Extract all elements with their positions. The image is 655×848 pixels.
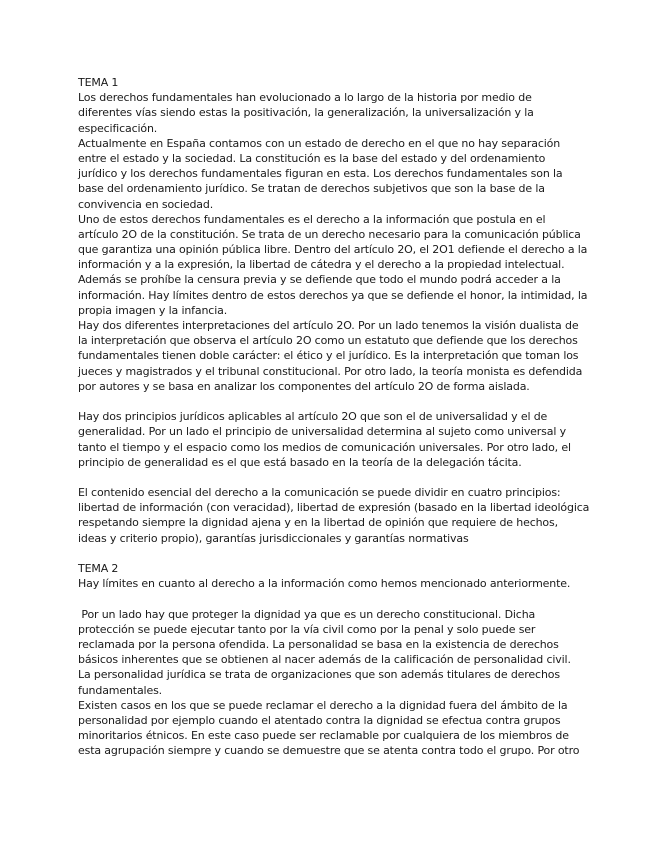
text-line: Por un lado hay que proteger la dignidad ya que es un derecho constitucional. Dicha <box>78 607 536 621</box>
text-line: propia imagen y la infancia. <box>78 303 228 317</box>
text-line: principio de generalidad es el que está basado en la teoría de la delegación tácita. <box>78 455 522 469</box>
text-line: información y a la expresión, la libertad de cátedra y el derecho a la propiedad intelectual. <box>78 258 565 272</box>
blank-line <box>78 394 578 409</box>
text-line: Existen casos en los que se puede reclamar el derecho a la dignidad fuera del ámbito de la <box>78 698 568 712</box>
text-line: respetando siempre la dignidad ajena y en la libertad de opinión que requiere de hechos, <box>78 516 558 530</box>
text-line: esta agrupación siempre y cuando se demuestre que se atenta contra todo el grupo. Por otro <box>78 744 580 758</box>
text-line: jurídico y los derechos fundamentales figuran en esta. Los derechos fundamentales son la <box>78 167 563 181</box>
text-line: tanto el tiempo y el espacio como los medios de comunicación universales. Por otro lado, el <box>78 440 571 454</box>
text-line: convivencia en sociedad. <box>78 197 214 211</box>
text-line: la interpretación que observa el artículo 2O como un estatuto que defiende que los derechos <box>78 334 578 348</box>
text-line: jueces y magistrados y el tribunal constitucional. Por otro lado, la teoría monista es defendida <box>78 364 583 378</box>
text-line: Hay dos diferentes interpretaciones del artículo 2O. Por un lado tenemos la visión dualista de <box>78 319 579 332</box>
document-body-text <box>78 75 590 758</box>
text-line: Además se prohíbe la censura previa y se defiende que todo el mundo podrá acceder a la <box>78 273 561 287</box>
text-line: La personalidad jurídica se trata de organizaciones que son además titulares de derechos <box>78 668 560 682</box>
text-line: básicos inherentes que se obtienen al nacer además de la calificación de personalidad civil. <box>78 653 571 667</box>
text-line: diferentes vías siendo estas la positivación, la generalización, la universalización y la <box>78 106 534 120</box>
blank-line <box>78 591 578 606</box>
text-line: El contenido esencial del derecho a la comunicación se puede dividir en cuatro principios: <box>78 486 561 500</box>
text-line: artículo 2O de la constitución. Se trata de un derecho necesario para la comunicación pública <box>78 227 581 241</box>
text-line: fundamentales. <box>78 683 162 697</box>
text-line: Uno de estos derechos fundamentales es el derecho a la información que postula en el <box>78 212 546 226</box>
text-line: Actualmente en España contamos con un estado de derecho en el que no hay separación <box>78 136 561 150</box>
text-line: libertad de información (con veracidad), libertad de expresión (basado en la libertad ideológica <box>78 501 590 515</box>
text-line: información. Hay límites dentro de estos derechos ya que se defiende el honor, la intimidad, la <box>78 288 588 302</box>
blank-line <box>78 546 578 561</box>
section-heading: TEMA 2 <box>78 562 119 575</box>
text-line: reclamada por la persona ofendida. La personalidad se basa en la existencia de derechos <box>78 637 559 651</box>
text-line: Los derechos fundamentales han evolucionado a lo largo de la historia por medio de <box>78 91 532 105</box>
text-line: personalidad por ejemplo cuando el atentado contra la dignidad se efectua contra grupos <box>78 713 561 727</box>
text-line: especificación. <box>78 121 158 135</box>
text-line: entre el estado y la sociedad. La constitución es la base del estado y del ordenamiento <box>78 151 546 165</box>
text-line: generalidad. Por un lado el principio de universalidad determina al sujeto como universal y <box>78 425 566 439</box>
text-line: Hay límites en cuanto al derecho a la información como hemos mencionado anteriormente. <box>78 577 571 591</box>
text-line: que garantiza una opinión pública libre. Dentro del artículo 2O, el 2O1 defiende el derecho a la <box>78 243 588 257</box>
blank-line <box>78 470 578 485</box>
text-line: por autores y se basa en analizar los componentes del artículo 2O de forma aislada. <box>78 379 530 393</box>
text-line: minoritarios étnicos. En este caso puede ser reclamable por cualquiera de los miembros de <box>78 729 569 743</box>
text-line: protección se puede ejecutar tanto por la vía civil como por la penal y solo puede ser <box>78 622 536 636</box>
text-line: Hay dos principios jurídicos aplicables al artículo 2O que son el de universalidad y el de <box>78 410 548 424</box>
text-line: fundamentales tienen doble carácter: el ético y el jurídico. Es la interpretación que toman los <box>78 349 579 363</box>
text-line: base del ordenamiento jurídico. Se tratan de derechos subjetivos que son la base de la <box>78 182 545 196</box>
section-heading: TEMA 1 <box>78 76 119 89</box>
text-line: ideas y criterio propio), garantías jurisdiccionales y garantías normativas <box>78 531 469 545</box>
